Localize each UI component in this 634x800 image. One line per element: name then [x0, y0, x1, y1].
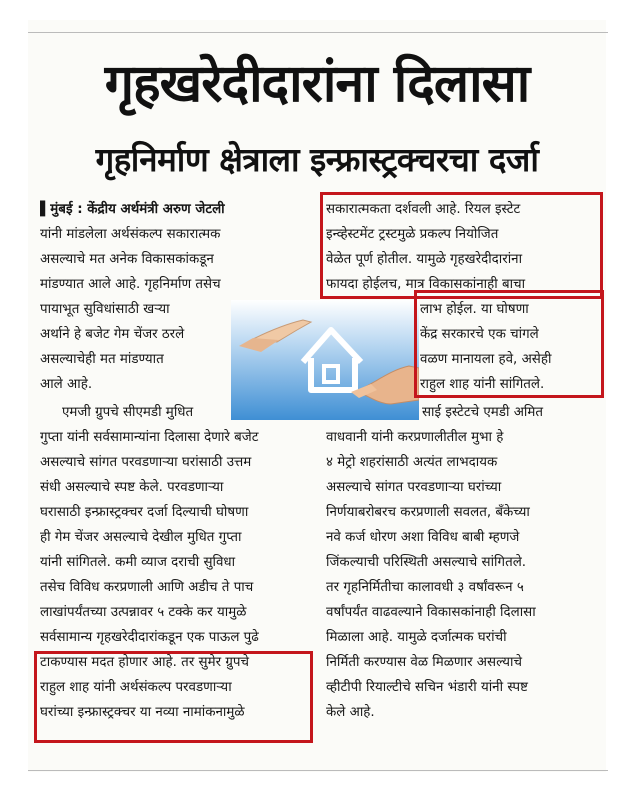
article-line: फायदा होईलच, मात्र विकासकांनाही बाचा: [326, 277, 526, 292]
article-line: केले आहे.: [326, 705, 375, 720]
article-line: असल्याचे सांगत परवडणाऱ्या घरांच्या: [326, 480, 502, 495]
article-line: पायाभूत सुविधांसाठी खऱ्या: [40, 302, 170, 317]
article-line: ▌मुंबई : केंद्रीय अर्थमंत्री अरुण जेटली: [40, 202, 225, 217]
article-line: संधी असल्याचे स्पष्ट केले. परवडणाऱ्या: [40, 480, 224, 495]
article-photo: [231, 300, 419, 420]
article-line: एमजी ग्रुपचे सीएमडी मुधित: [62, 405, 194, 420]
highlight-box-right-top: [320, 192, 603, 299]
article-line: व्हीटीपी रियाल्टीचे सचिन भंडारी यांनी स्पष्ट: [326, 680, 528, 695]
right-column-main: [326, 400, 598, 725]
article-line: साई इस्टेटचे एमडी अमित: [422, 405, 544, 420]
article-line: घरासाठी इन्फ्रास्ट्रक्चर दर्जा दिल्याची घोषणा: [40, 505, 249, 520]
article-line: असल्याचेही मत मांडण्यात: [40, 352, 164, 367]
bottom-rule: [28, 770, 608, 771]
article-line: मिळाला आहे. यामुळे दर्जात्मक घरांची: [326, 630, 507, 645]
article-line: टाकण्यास मदत होणार आहे. तर सुमेर ग्रुपचे: [40, 655, 250, 670]
top-rule: [28, 32, 608, 33]
article-line: यांनी सांगितले. कमी व्याज दराची सुविधा: [40, 555, 236, 570]
article-line: वर्षांपर्यंत वाढवल्याने विकासकांनाही दिलासा: [326, 605, 536, 620]
article-line: वाधवानी यांनी करप्रणालीतील मुभा हे: [326, 430, 504, 445]
article-line: लाखांपर्यंतच्या उत्पन्नावर ५ टक्के कर यामुळे: [40, 605, 247, 620]
article-line: वळण मानायला हवे, असेही: [420, 352, 552, 367]
article-line: राहुल शाह यांनी सांगितले.: [420, 377, 545, 392]
article-line: जिंकल्याची परिस्थिती असल्याचे सांगितले.: [326, 555, 527, 570]
subheadline: गृहनिर्माण क्षेत्राला इन्फ्रास्ट्रक्चरचा दर्जा: [95, 140, 539, 179]
article-line: यांनी मांडलेला अर्थसंकल्प सकारात्मक: [40, 227, 221, 242]
article-line: केंद्र सरकारचे एक चांगले: [420, 327, 539, 342]
article-line: इन्व्हेस्टमेंट ट्रस्टमुळे प्रकल्प नियोजित: [326, 227, 499, 242]
article-line: गुप्ता यांनी सर्वसामान्यांना दिलासा देणारे बजेट: [40, 430, 259, 445]
article-line: ४ मेट्रो शहरांसाठी अत्यंत लाभदायक: [326, 455, 498, 470]
article-line: मांडण्यात आले आहे. गृहनिर्माण तसेच: [40, 277, 221, 292]
article-line: सर्वसामान्य गृहखरेदीदारांकडून एक पाऊल पुढे: [40, 630, 259, 645]
article-line: लाभ होईल. या घोषणा: [420, 302, 529, 317]
article-line: निर्णयाबरोबरच करप्रणाली सवलत, बँकेच्या: [326, 505, 530, 520]
article-line: ही गेम चेंजर असल्याचे देखील मुधित गुप्ता: [40, 530, 242, 545]
article-line: तसेच विविध करप्रणाली आणि अडीच ते पाच: [40, 580, 254, 595]
highlight-box-left-bottom: [34, 651, 313, 743]
article-line: नवे कर्ज धोरण अशा विविध बाबी म्हणजे: [326, 530, 520, 545]
highlight-box-right-mid: [414, 290, 604, 398]
article-line: असल्याचे सांगत परवडणाऱ्या घरांसाठी उत्तम: [40, 455, 252, 470]
article-line: वेळेत पूर्ण होतील. यामुळे गृहखरेदीदारांना: [326, 252, 523, 267]
article-line: घरांच्या इन्फ्रास्ट्रक्चर या नव्या नामांकनामुळे: [40, 705, 245, 720]
house-in-hands-icon: [231, 300, 419, 420]
headline: गृहखरेदीदारांना दिलासा: [104, 54, 530, 114]
article-line: सकारात्मकता दर्शवली आहे. रियल इस्टेट: [326, 202, 521, 217]
article-line: अर्थाने हे बजेट गेम चेंजर ठरले: [40, 327, 185, 342]
article-line: तर गृहनिर्मितीचा कालावधी ३ वर्षांवरून ५: [326, 580, 524, 595]
article-line: असल्याचे मत अनेक विकासकांकडून: [40, 252, 214, 267]
article-line: राहुल शाह यांनी अर्थसंकल्प परवडणाऱ्या: [40, 680, 232, 695]
article-line: निर्मिती करण्यास वेळ मिळणार असल्याचे: [326, 655, 522, 670]
article-line: आले आहे.: [40, 377, 93, 392]
